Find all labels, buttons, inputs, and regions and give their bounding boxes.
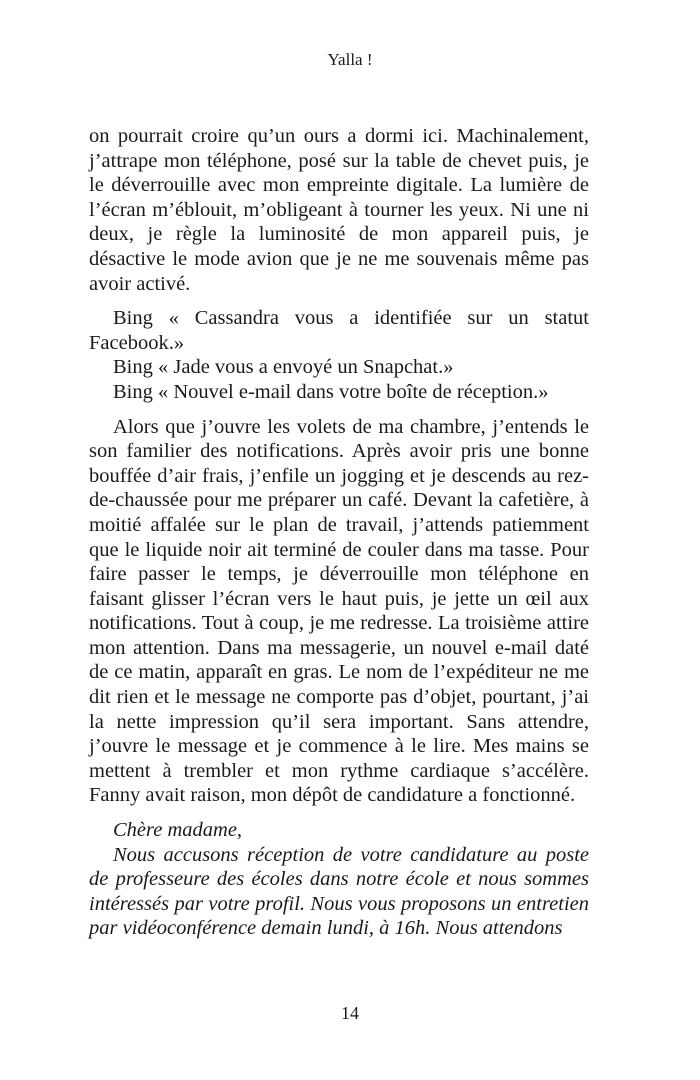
page-number: 14 [341, 1003, 359, 1023]
paragraph: Alors que j’ouvre les volets de ma chambre, j’entends le son familier des notifications. Après avoir pris une bonne bouffée d’air frais, j’enfile un jogging et je descends au rez-de-chaussée pour me préparer un café. Devant la cafetière, à moitié affalée sur le plan de travail, j’attends patiemment que le liquide noir ait terminé de couler dans ma tasse. Pour faire passer le temps, je déverrouille mon téléphone en faisant glisser l’écran vers le haut puis, je jette un œil aux notifications. Tout à coup, je me redresse. La troisième attire mon attention. Dans ma messagerie, un nouvel e-mail daté de ce matin, apparaît en gras. Le nom de l’expéditeur ne me dit rien et le message ne comporte pas d’objet, pourtant, j’ai la nette impression qu’il sera important. Sans attendre, j’ouvre le message et je commence à le lire. Mes mains se mettent à trembler et mon rythme cardiaque s’accélère. Fanny avait raison, mon dépôt de candidature a fonctionné. [89, 415, 589, 807]
letter-body: Nous accusons réception de votre candidature au poste de professeure des écoles dans notre école et nous sommes intéressés par votre profil. Nous vous proposons un entretien par vidéoconférence demain lundi, à 16h. Nous attendons [89, 843, 589, 940]
notification-line: Bing « Nouvel e-mail dans votre boîte de réception.» [113, 380, 549, 403]
paragraph: on pourrait croire qu’un ours a dormi ici. Machinalement, j’attrape mon téléphone, posé sur la table de chevet puis, je le déverrouille avec mon empreinte digitale. La lumière de l’écran m’éblouit, m’obligeant à tourner les yeux. Ni une ni deux, je règle la luminosité de mon appareil puis, je désactive le mode avion que je ne me souvenais même pas avoir activé. [89, 125, 589, 295]
running-title: Yalla ! [327, 50, 373, 69]
letter-salutation: Chère madame, [113, 819, 243, 842]
notification-line: Bing « Cassandra vous a identifiée sur un statut Facebook.» [89, 307, 589, 354]
page-body [89, 124, 589, 941]
notification-line: Bing « Jade vous a envoyé un Snapchat.» [113, 356, 454, 379]
